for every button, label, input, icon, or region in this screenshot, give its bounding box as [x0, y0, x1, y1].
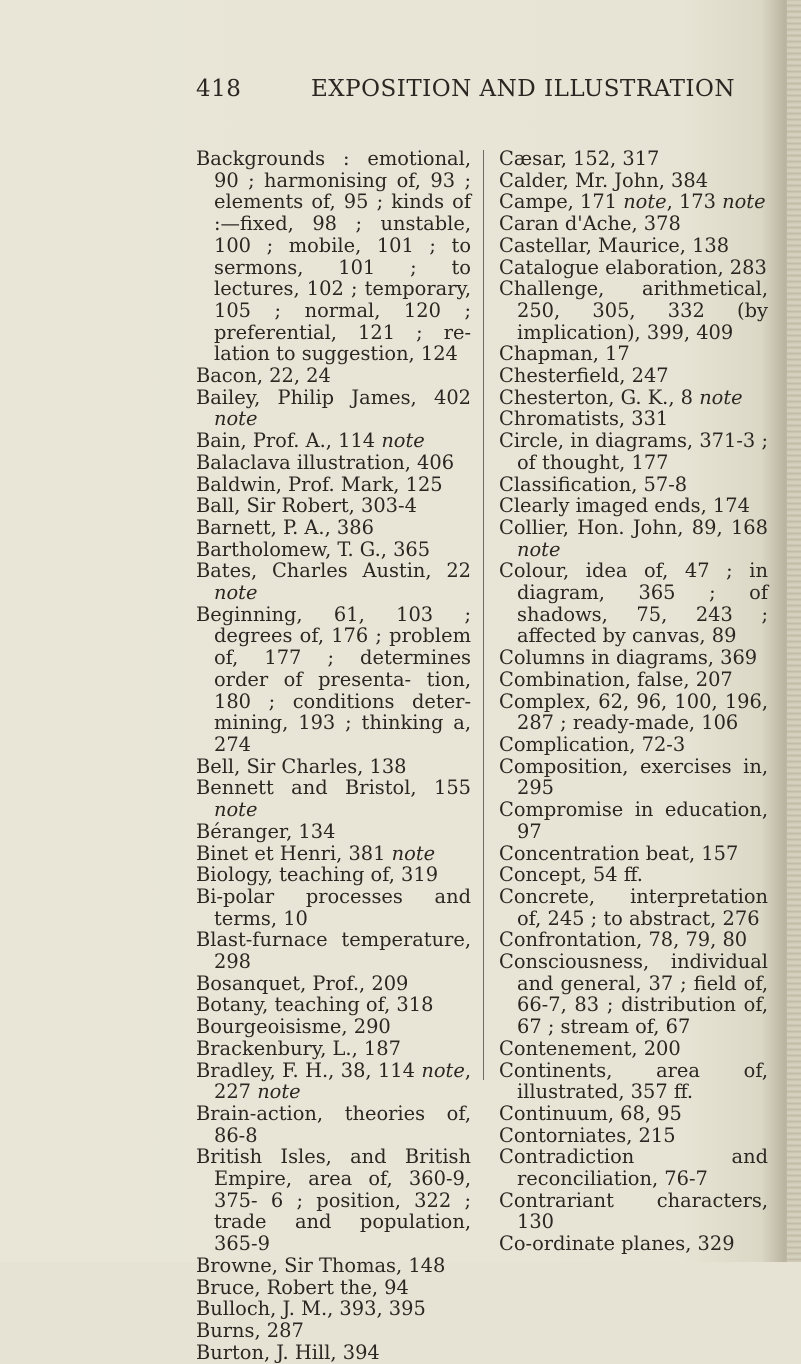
index-entry: Brain-action, theories of, 86-8 — [196, 1101, 471, 1147]
index-entry: Collier, Hon. John, 89, 168 note — [499, 515, 768, 561]
index-entry: Contenement, 200 — [499, 1036, 681, 1060]
index-entry: Bartholomew, T. G., 365 — [196, 537, 431, 561]
index-entry: Binet et Henri, 381 note — [196, 841, 436, 865]
index-entry: Combination, false, 207 — [499, 667, 733, 691]
index-entry: Bacon, 22, 24 — [196, 364, 331, 388]
index-entry: Classification, 57-8 — [499, 472, 688, 496]
index-entry: Concept, 54 ff. — [499, 863, 643, 887]
index-entry: Complex, 62, 96, 100, 196, 287 ; ready-made, 106 — [499, 689, 768, 735]
index-entry: Circle, in diagrams, 371-3 ; of thought, 177 — [499, 429, 768, 474]
index-entry: Compromise in education, 97 — [499, 798, 768, 843]
running-title: EXPOSITION AND ILLUSTRATION — [311, 76, 735, 102]
index-entry: Calder, Mr. John, 384 — [499, 168, 709, 192]
index-entry: Concentration beat, 157 — [499, 841, 739, 865]
index-entry: Clearly imaged ends, 174 — [499, 494, 750, 518]
index-entry: Campe, 171 note, 173 note — [499, 190, 766, 214]
index-entry: Bi-polar processes and terms, 10 — [196, 884, 471, 930]
index-entry: Challenge, arithmetical, 250, 305, 332 (by implication), 399, 409 — [499, 277, 768, 344]
index-entry: Béranger, 134 — [196, 819, 336, 843]
index-entry: Co-ordinate planes, 329 — [499, 1232, 735, 1256]
index-entry: Contrariant characters, 130 — [499, 1188, 768, 1234]
index-entry: Bennett and Bristol, 155 note — [196, 776, 471, 822]
index-entry: Cæsar, 152, 317 — [499, 147, 660, 170]
index-entry: Bruce, Robert the, 94 — [196, 1275, 409, 1299]
index-entry: Concrete, interpretation of, 245 ; to abstract, 276 — [499, 884, 768, 930]
index-entry: Columns in diagrams, 369 — [499, 646, 758, 670]
index-entry: Bates, Charles Austin, 22 note — [196, 559, 471, 605]
index-entry: Ball, Sir Robert, 303-4 — [196, 494, 417, 518]
page-edge — [787, 0, 801, 1262]
index-entry: Chesterton, G. K., 8 note — [499, 385, 743, 409]
index-entry: Bell, Sir Charles, 138 — [196, 754, 407, 778]
index-entry: Blast-furnace temperature, 298 — [196, 928, 471, 974]
index-entry: Bain, Prof. A., 114 note — [196, 429, 425, 453]
page-number: 418 — [196, 76, 242, 102]
index-entry: Chesterfield, 247 — [499, 364, 669, 388]
index-entry: Contradiction and reconciliation, 76-7 — [499, 1145, 768, 1191]
index-entry: British Isles, and British Empire, area of, 360-9, 375- 6 ; position, 322 ; trade and population, 365-9 — [196, 1145, 471, 1256]
index-entry: Colour, idea of, 47 ; in diagram, 365 ; of shadows, 75, 243 ; affected by canvas, 89 — [499, 559, 768, 648]
index-entry: Continents, area of, illustrated, 357 ff. — [499, 1058, 768, 1104]
index-entry: Burns, 287 — [196, 1318, 304, 1342]
index-entry: Bulloch, J. M., 393, 395 — [196, 1297, 426, 1321]
index-entry: Bourgeoisisme, 290 — [196, 1015, 391, 1039]
index-entry: Backgrounds : emotional, 90 ; harmonising of, 93 ; elements of, 95 ; kinds of :—fixed, 98 ; unstable, 100 ; mobile, 101 ; to sermons, 101 ; to lectures, 102 ; temporary, 105 ; normal, 120 ; preferential, 121 ; re- lation to suggestion, 124 — [196, 147, 471, 366]
index-column-right — [499, 148, 768, 1255]
index-entry: Beginning, 61, 103 ; degrees of, 176 ; problem of, 177 ; determines order of presenta- tion, 180 ; conditions deter- mining, 193 ; thinking a, 274 — [196, 602, 471, 756]
index-entry: Confrontation, 78, 79, 80 — [499, 928, 748, 952]
index-entry: Chromatists, 331 — [499, 407, 669, 431]
index-entry: Consciousness, individual and general, 37 ; field of, 66-7, 83 ; distribution of, 67 ; stream of, 67 — [499, 950, 768, 1039]
index-entry: Balaclava illustration, 406 — [196, 450, 455, 474]
index-entry: Composition, exercises in, 295 — [499, 754, 768, 800]
index-entry: Barnett, P. A., 386 — [196, 515, 374, 539]
index-entry: Bradley, F. H., 38, 114 note, 227 note — [196, 1058, 471, 1104]
index-entry: Baldwin, Prof. Mark, 125 — [196, 472, 443, 496]
index-entry: Catalogue elaboration, 283 — [499, 255, 767, 279]
index-entry: Complication, 72-3 — [499, 732, 686, 756]
column-divider — [483, 150, 484, 1080]
index-entry: Caran d'Ache, 378 — [499, 212, 681, 236]
index-column-left — [196, 148, 471, 1363]
index-entry: Browne, Sir Thomas, 148 — [196, 1253, 446, 1277]
index-entry: Chapman, 17 — [499, 342, 630, 366]
index-entry: Brackenbury, L., 187 — [196, 1036, 401, 1060]
index-entry: Biology, teaching of, 319 — [196, 863, 439, 887]
index-entry: Botany, teaching of, 318 — [196, 993, 434, 1017]
index-entry: Contorniates, 215 — [499, 1123, 676, 1147]
index-entry: Bailey, Philip James, 402 note — [196, 385, 471, 431]
index-entry: Burton, J. Hill, 394 — [196, 1340, 380, 1364]
index-entry: Castellar, Maurice, 138 — [499, 233, 730, 257]
index-entry: Continuum, 68, 95 — [499, 1101, 682, 1125]
index-entry: Bosanquet, Prof., 209 — [196, 971, 409, 995]
page-header — [0, 76, 801, 110]
